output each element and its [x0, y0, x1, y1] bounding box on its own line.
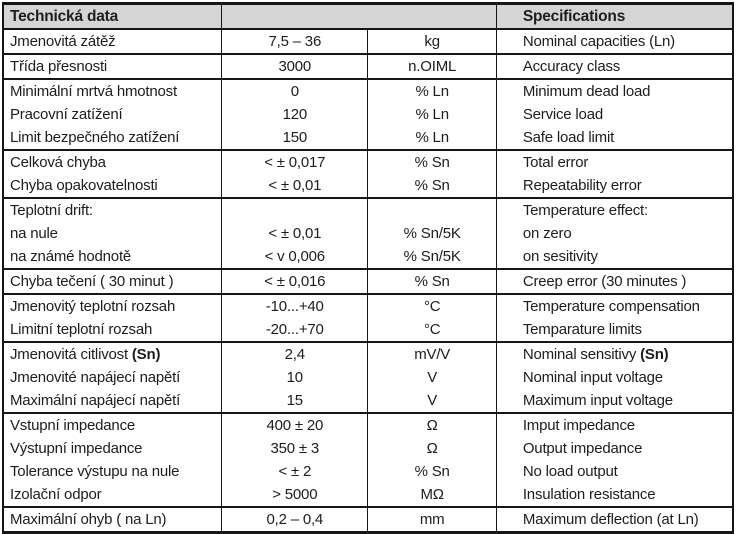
- spec-label-cz: [3, 389, 222, 413]
- spec-value-text: 350 ± 3: [270, 440, 320, 457]
- spec-label-en: [496, 269, 733, 294]
- spec-label-cz: [3, 437, 222, 460]
- spec-label-cz: [3, 79, 222, 103]
- spec-label-cz: [3, 507, 222, 533]
- spec-value: [222, 437, 368, 460]
- spec-value-text: < ± 0,016: [264, 273, 326, 290]
- spec-value: [222, 150, 368, 174]
- spec-value: [222, 342, 368, 366]
- spec-label-cz-text: Izolační odpor: [10, 486, 102, 503]
- spec-label-en: [496, 342, 733, 366]
- spec-value: [222, 460, 368, 483]
- header-english-title-text: Specifications: [522, 8, 626, 25]
- table-row: [3, 198, 733, 222]
- header-row: [3, 4, 733, 30]
- spec-unit-text: % Sn/5K: [403, 225, 461, 242]
- spec-value: [222, 294, 368, 318]
- table-row: [3, 413, 733, 437]
- spec-label-cz: [3, 174, 222, 198]
- spec-unit: [368, 389, 496, 413]
- spec-label-en-text: Nominal input voltage: [522, 369, 663, 386]
- spec-value-text: 120: [282, 106, 307, 123]
- spec-unit: [368, 294, 496, 318]
- spec-label-en: [496, 198, 733, 222]
- spec-table-body: [3, 29, 733, 533]
- spec-value: [222, 126, 368, 150]
- spec-label-en-text: Maximum deflection (at Ln): [522, 511, 699, 528]
- table-row: [3, 318, 733, 342]
- spec-value: [222, 198, 368, 222]
- spec-value: [222, 318, 368, 342]
- spec-label-en: [496, 174, 733, 198]
- header-czech-title-text: Technická data: [10, 8, 119, 25]
- table-row: [3, 483, 733, 507]
- spec-unit: [368, 54, 496, 79]
- table-row: [3, 507, 733, 533]
- spec-label-cz-text: Jmenovité napájecí napětí: [10, 369, 181, 386]
- spec-unit: [368, 483, 496, 507]
- spec-value-text: < ± 0,017: [264, 154, 326, 171]
- spec-label-cz: [3, 269, 222, 294]
- spec-label-en-text: Creep error (30 minutes ): [522, 273, 687, 290]
- spec-value-text: < ± 0,01: [268, 225, 322, 242]
- spec-unit: [368, 198, 496, 222]
- spec-unit-text: % Sn: [414, 154, 450, 171]
- spec-label-en: [496, 483, 733, 507]
- spec-label-en-text: Service load: [522, 106, 603, 123]
- spec-label-cz-text: na známé hodnotě: [10, 248, 132, 265]
- spec-value: [222, 174, 368, 198]
- spec-label-en: [496, 366, 733, 389]
- spec-unit: [368, 103, 496, 126]
- spec-unit-text: % Sn/5K: [403, 248, 461, 265]
- header-czech-title: [3, 4, 222, 30]
- spec-label-en: [496, 460, 733, 483]
- spec-unit-text: % Sn: [414, 463, 450, 480]
- spec-label-cz: [3, 460, 222, 483]
- table-row: [3, 460, 733, 483]
- spec-label-cz-text: Tolerance výstupu na nule: [10, 463, 180, 480]
- spec-value-text: -10...+40: [265, 298, 324, 315]
- spec-label-cz: [3, 413, 222, 437]
- spec-label-en-text: Safe load limit: [522, 129, 615, 146]
- spec-label-cz-text: Limitní teplotní rozsah: [10, 321, 153, 338]
- spec-unit-text: MΩ: [420, 486, 444, 503]
- spec-label-en-text: Temparature limits: [522, 321, 642, 338]
- spec-unit-text: % Ln: [415, 129, 449, 146]
- spec-value: [222, 366, 368, 389]
- spec-label-en-text: Output impedance: [522, 440, 643, 457]
- spec-value-text: -20...+70: [265, 321, 324, 338]
- spec-label-cz: [3, 103, 222, 126]
- spec-unit: [368, 269, 496, 294]
- spec-value: [222, 389, 368, 413]
- spec-value-text: 15: [286, 392, 303, 409]
- spec-label-en-text: Nominal capacities (Ln): [522, 33, 675, 50]
- spec-unit-text: mm: [419, 511, 445, 528]
- spec-label-en: [496, 437, 733, 460]
- spec-value-text: 150: [282, 129, 307, 146]
- spec-value: [222, 79, 368, 103]
- spec-label-en-text: No load output: [522, 463, 618, 480]
- spec-unit-text: % Sn: [414, 177, 450, 194]
- spec-unit-text: Ω: [426, 417, 438, 434]
- spec-label-cz-text: Jmenovitá zátěž: [10, 33, 116, 50]
- specifications-table: [2, 2, 734, 534]
- spec-value: [222, 413, 368, 437]
- spec-label-cz: [3, 54, 222, 79]
- spec-label-cz: [3, 245, 222, 269]
- spec-label-en-text: Temperature compensation: [522, 298, 700, 315]
- table-row: [3, 103, 733, 126]
- spec-label-en: [496, 222, 733, 245]
- table-row: [3, 342, 733, 366]
- table-row: [3, 79, 733, 103]
- spec-value-text: 3000: [278, 58, 312, 75]
- spec-unit-text: °C: [423, 298, 441, 315]
- spec-label-en: [496, 54, 733, 79]
- spec-value-text: 0,2 – 0,4: [266, 511, 324, 528]
- table-header: [3, 4, 733, 30]
- spec-label-cz-text: Teplotní drift:: [10, 202, 93, 219]
- spec-value-text: > 5000: [272, 486, 318, 503]
- spec-label-cz-text: Chyba tečení ( 30 minut ): [10, 273, 174, 290]
- spec-value: [222, 54, 368, 79]
- spec-value: [222, 245, 368, 269]
- spec-label-en: [496, 103, 733, 126]
- spec-label-cz-text: Chyba opakovatelnosti: [10, 177, 158, 194]
- spec-label-cz: [3, 126, 222, 150]
- spec-unit: [368, 126, 496, 150]
- spec-unit-text: % Ln: [415, 83, 449, 100]
- spec-label-cz: [3, 29, 222, 54]
- spec-unit-text: % Sn: [414, 273, 450, 290]
- spec-unit: [368, 79, 496, 103]
- spec-label-cz: [3, 366, 222, 389]
- spec-label-cz-text: na nule: [10, 225, 58, 242]
- spec-unit-text: % Ln: [415, 106, 449, 123]
- spec-label-en-text: on zero: [522, 225, 572, 242]
- spec-label-cz-text: Maximální napájecí napětí: [10, 392, 181, 409]
- table-row: [3, 150, 733, 174]
- spec-value-text: 400 ± 20: [266, 417, 324, 434]
- spec-label-cz: [3, 294, 222, 318]
- spec-label-cz: [3, 342, 222, 366]
- spec-value: [222, 483, 368, 507]
- spec-label-en-text: Repeatability error: [522, 177, 642, 194]
- spec-label-cz-text: Maximální ohyb ( na Ln): [10, 511, 167, 528]
- spec-label-en: [496, 79, 733, 103]
- spec-label-cz: [3, 222, 222, 245]
- spec-label-cz-text: Vstupní impedance: [10, 417, 136, 434]
- table-row: [3, 269, 733, 294]
- spec-unit: [368, 366, 496, 389]
- spec-label-en-text: Insulation resistance: [522, 486, 656, 503]
- spec-label-cz: [3, 150, 222, 174]
- spec-unit-text: n.OIML: [408, 58, 457, 75]
- spec-value-text: < v 0,006: [264, 248, 325, 265]
- spec-label-en-bold-text: (Sn): [640, 346, 669, 363]
- table-row: [3, 174, 733, 198]
- spec-label-en-text: Total error: [522, 154, 589, 171]
- spec-label-en: [496, 294, 733, 318]
- spec-unit-text: kg: [424, 33, 440, 50]
- spec-unit: [368, 174, 496, 198]
- header-english-title: [496, 4, 733, 30]
- spec-value-text: 10: [286, 369, 303, 386]
- spec-unit-text: °C: [423, 321, 441, 338]
- table-row: [3, 366, 733, 389]
- spec-value-text: < ± 2: [278, 463, 312, 480]
- spec-unit: [368, 413, 496, 437]
- spec-unit: [368, 460, 496, 483]
- spec-unit: [368, 150, 496, 174]
- spec-value: [222, 269, 368, 294]
- spec-value-text: 7,5 – 36: [268, 33, 322, 50]
- spec-unit: [368, 222, 496, 245]
- spec-label-en: [496, 318, 733, 342]
- table-row: [3, 126, 733, 150]
- spec-label-en: [496, 126, 733, 150]
- spec-label-en: [496, 245, 733, 269]
- spec-label-cz-text: Jmenovitý teplotní rozsah: [10, 298, 176, 315]
- spec-label-en: [496, 389, 733, 413]
- spec-value-text: 0: [290, 83, 299, 100]
- table-row: [3, 437, 733, 460]
- spec-value: [222, 507, 368, 533]
- spec-label-en: [496, 413, 733, 437]
- spec-value: [222, 222, 368, 245]
- spec-unit: [368, 342, 496, 366]
- spec-unit: [368, 437, 496, 460]
- table-row: [3, 294, 733, 318]
- spec-label-cz: [3, 198, 222, 222]
- spec-label-cz-text: Jmenovitá citlivost: [10, 346, 132, 363]
- spec-unit-text: Ω: [426, 440, 438, 457]
- spec-unit: [368, 245, 496, 269]
- table-row: [3, 222, 733, 245]
- spec-label-cz-text: Limit bezpečného zatížení: [10, 129, 180, 146]
- spec-label-en-text: Minimum dead load: [522, 83, 651, 100]
- spec-label-en: [496, 29, 733, 54]
- spec-unit-text: V: [427, 392, 438, 409]
- spec-label-en: [496, 507, 733, 533]
- spec-label-cz-text: Minimální mrtvá hmotnost: [10, 83, 177, 100]
- spec-label-en-text: Maximum input voltage: [522, 392, 673, 409]
- spec-label-cz-text: Třída přesnosti: [10, 58, 108, 75]
- spec-label-cz: [3, 483, 222, 507]
- spec-label-cz-text: Výstupní impedance: [10, 440, 143, 457]
- spec-value-text: 2,4: [284, 346, 305, 363]
- spec-unit-text: V: [427, 369, 438, 386]
- spec-value: [222, 103, 368, 126]
- spec-label-en-text: Nominal sensitivy: [522, 346, 641, 363]
- spec-unit: [368, 29, 496, 54]
- header-middle-cell: [222, 4, 497, 30]
- table-row: [3, 245, 733, 269]
- spec-unit-text: mV/V: [414, 346, 451, 363]
- spec-label-en-text: Imput impedance: [522, 417, 635, 434]
- spec-label-cz-bold-text: (Sn): [131, 346, 161, 363]
- spec-label-cz-text: Pracovní zatížení: [10, 106, 123, 123]
- spec-unit: [368, 507, 496, 533]
- spec-label-en-text: on sesitivity: [522, 248, 598, 265]
- spec-value: [222, 29, 368, 54]
- spec-label-en: [496, 150, 733, 174]
- spec-label-cz: [3, 318, 222, 342]
- spec-label-en-text: Temperature effect:: [522, 202, 648, 219]
- table-row: [3, 389, 733, 413]
- spec-value-text: < ± 0,01: [268, 177, 322, 194]
- table-row: [3, 54, 733, 79]
- spec-label-cz-text: Celková chyba: [10, 154, 106, 171]
- spec-label-en-text: Accuracy class: [522, 58, 621, 75]
- table-row: [3, 29, 733, 54]
- spec-unit: [368, 318, 496, 342]
